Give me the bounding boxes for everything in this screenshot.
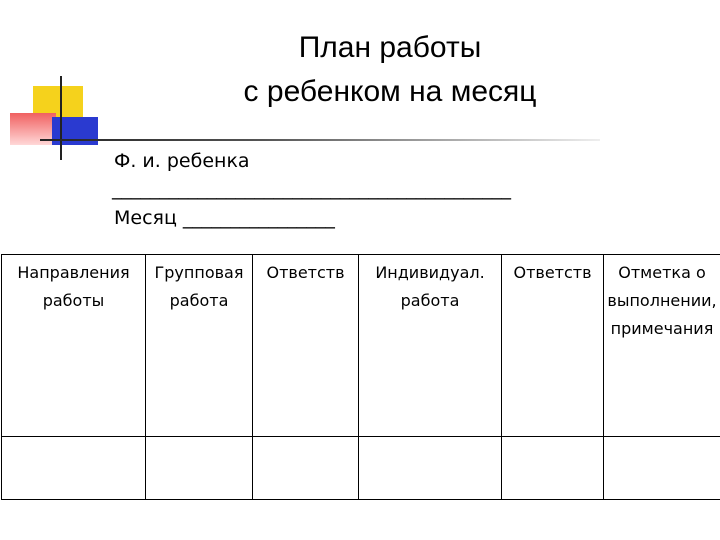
table-header-row: [2, 255, 720, 437]
plan-table: [1, 254, 720, 500]
header-text: работа: [169, 291, 229, 310]
header-text: Групповая: [154, 263, 244, 282]
page-title: [200, 26, 580, 114]
child-name-label: Ф. и. ребенка: [114, 150, 250, 172]
header-text: работа: [400, 291, 460, 310]
title-line-1: План работы: [298, 31, 482, 64]
header-cell-notes: [604, 255, 720, 437]
table-cell[interactable]: [604, 437, 720, 500]
table-cell[interactable]: [2, 437, 146, 500]
header-text: Направления: [17, 263, 130, 282]
header-text: выполнении,: [607, 291, 717, 310]
header-cell-directions: [2, 255, 146, 437]
header-cell-responsible-1: [253, 255, 359, 437]
child-name-blank: __________________________________________: [112, 178, 511, 200]
month-field: Месяц ________________: [114, 207, 335, 229]
header-text: примечания: [610, 319, 714, 338]
table-cell[interactable]: [253, 437, 359, 500]
decor-horizontal-line: [40, 139, 600, 141]
header-text: Ответств: [513, 263, 592, 282]
header-text: работы: [42, 291, 105, 310]
header-text: Индивидуал.: [375, 263, 485, 282]
decor-vertical-line: [60, 76, 62, 160]
table-cell[interactable]: [502, 437, 604, 500]
table-cell[interactable]: [359, 437, 502, 500]
header-cell-responsible-2: [502, 255, 604, 437]
header-cell-group-work: [146, 255, 253, 437]
title-line-2: с ребенком на месяц: [243, 75, 537, 108]
header-cell-individual-work: [359, 255, 502, 437]
table-row: [2, 437, 720, 500]
header-text: Отметка о: [618, 263, 706, 282]
header-text: Ответств: [266, 263, 345, 282]
table-cell[interactable]: [146, 437, 253, 500]
